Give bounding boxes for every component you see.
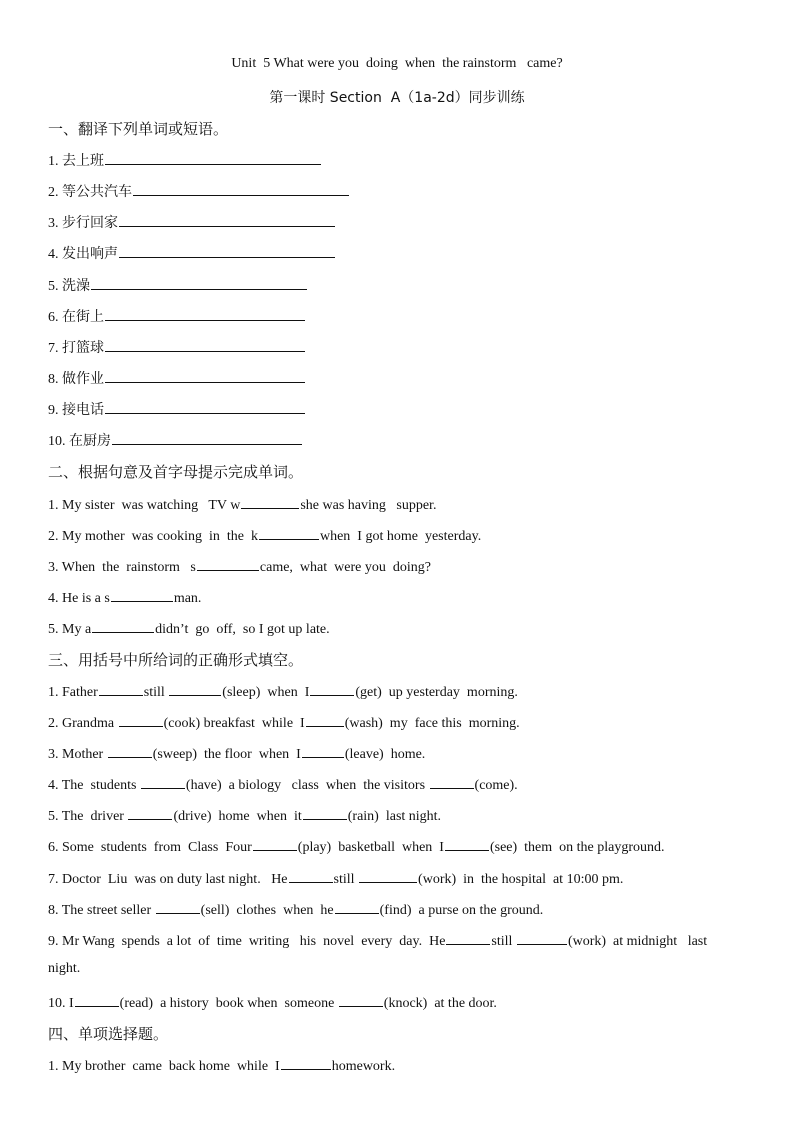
verb-item: 6. Some students from Class Four (play) basketball when I (see) them on the playground. xyxy=(48,836,665,856)
answer-blank[interactable] xyxy=(92,618,154,633)
translate-item: 7. 打篮球 xyxy=(48,337,306,357)
answer-blank[interactable] xyxy=(281,1055,331,1070)
page-title: Unit 5 What were you doing when the rainstorm came? xyxy=(231,56,563,71)
answer-blank[interactable] xyxy=(359,868,417,883)
answer-blank[interactable] xyxy=(253,836,297,851)
translate-item: 1. 去上班 xyxy=(48,150,322,170)
fill-item: 3. When the rainstorm s came, what were you doing? xyxy=(48,556,431,576)
answer-blank[interactable] xyxy=(310,681,354,696)
answer-blank[interactable] xyxy=(112,430,302,445)
verb-item: 9. Mr Wang spends a lot of time writing his novel every day. He still (work) at midnight last xyxy=(48,930,707,950)
answer-blank[interactable] xyxy=(339,992,383,1007)
verb-item: 1. Father still (sleep) when I (get) up yesterday morning. xyxy=(48,681,518,701)
answer-blank[interactable] xyxy=(197,556,259,571)
answer-blank[interactable] xyxy=(445,836,489,851)
fill-item: 1. My sister was watching TV w she was having supper. xyxy=(48,494,436,514)
fill-item: 5. My a didn’t go off, so I got up late. xyxy=(48,618,330,638)
answer-blank[interactable] xyxy=(141,774,185,789)
fill-item: 2. My mother was cooking in the k when I got home yesterday. xyxy=(48,525,481,545)
answer-blank[interactable] xyxy=(133,181,349,196)
translate-item: 8. 做作业 xyxy=(48,368,306,388)
answer-blank[interactable] xyxy=(119,243,335,258)
answer-blank[interactable] xyxy=(111,587,173,602)
answer-blank[interactable] xyxy=(75,992,119,1007)
answer-blank[interactable] xyxy=(169,681,221,696)
choice-item: 1. My brother came back home while I homework. xyxy=(48,1055,395,1075)
verb-item: 7. Doctor Liu was on duty last night. He still (work) in the hospital at 10:00 pm. xyxy=(48,868,623,888)
answer-blank[interactable] xyxy=(306,712,344,727)
fill-item: 4. He is a s man. xyxy=(48,587,201,607)
answer-blank[interactable] xyxy=(119,712,163,727)
translate-item: 3. 步行回家 xyxy=(48,212,336,232)
answer-blank[interactable] xyxy=(105,150,321,165)
answer-blank[interactable] xyxy=(128,805,172,820)
answer-blank[interactable] xyxy=(119,212,335,227)
verb-item: 2. Grandma (cook) breakfast while I (wash) my face this morning. xyxy=(48,712,520,732)
answer-blank[interactable] xyxy=(517,930,567,945)
verb-item-continuation: night. xyxy=(48,961,81,976)
verb-item: 8. The street seller (sell) clothes when he (find) a purse on the ground. xyxy=(48,899,543,919)
translate-item: 9. 接电话 xyxy=(48,399,306,419)
answer-blank[interactable] xyxy=(446,930,490,945)
answer-blank[interactable] xyxy=(91,275,307,290)
translate-item: 6. 在街上 xyxy=(48,306,306,326)
translate-item: 4. 发出响声 xyxy=(48,243,336,263)
answer-blank[interactable] xyxy=(99,681,143,696)
answer-blank[interactable] xyxy=(259,525,319,540)
answer-blank[interactable] xyxy=(105,337,305,352)
answer-blank[interactable] xyxy=(430,774,474,789)
translate-item: 2. 等公共汽车 xyxy=(48,181,350,201)
answer-blank[interactable] xyxy=(105,368,305,383)
section-heading-multiple-choice: 四、单项选择题。 xyxy=(48,1025,169,1043)
answer-blank[interactable] xyxy=(303,805,347,820)
translate-item: 10. 在厨房 xyxy=(48,430,303,450)
section-heading-verb-forms: 三、用括号中所给词的正确形式填空。 xyxy=(48,651,304,669)
verb-item: 5. The driver (drive) home when it (rain) last night. xyxy=(48,805,441,825)
answer-blank[interactable] xyxy=(105,306,305,321)
page-subtitle: 第一课时 Section A（1a-2d）同步训练 xyxy=(269,90,525,106)
answer-blank[interactable] xyxy=(241,494,299,509)
verb-item: 10. I (read) a history book when someone (knock) at the door. xyxy=(48,992,497,1012)
answer-blank[interactable] xyxy=(105,399,305,414)
answer-blank[interactable] xyxy=(302,743,344,758)
answer-blank[interactable] xyxy=(289,868,333,883)
answer-blank[interactable] xyxy=(156,899,200,914)
verb-item: 3. Mother (sweep) the floor when I (leave) home. xyxy=(48,743,425,763)
answer-blank[interactable] xyxy=(335,899,379,914)
translate-item: 5. 洗澡 xyxy=(48,275,308,295)
verb-item: 4. The students (have) a biology class when the visitors (come). xyxy=(48,774,518,794)
section-heading-translate: 一、翻译下列单词或短语。 xyxy=(48,120,229,138)
answer-blank[interactable] xyxy=(108,743,152,758)
section-heading-initial-letter: 二、根据句意及首字母提示完成单词。 xyxy=(48,463,304,481)
